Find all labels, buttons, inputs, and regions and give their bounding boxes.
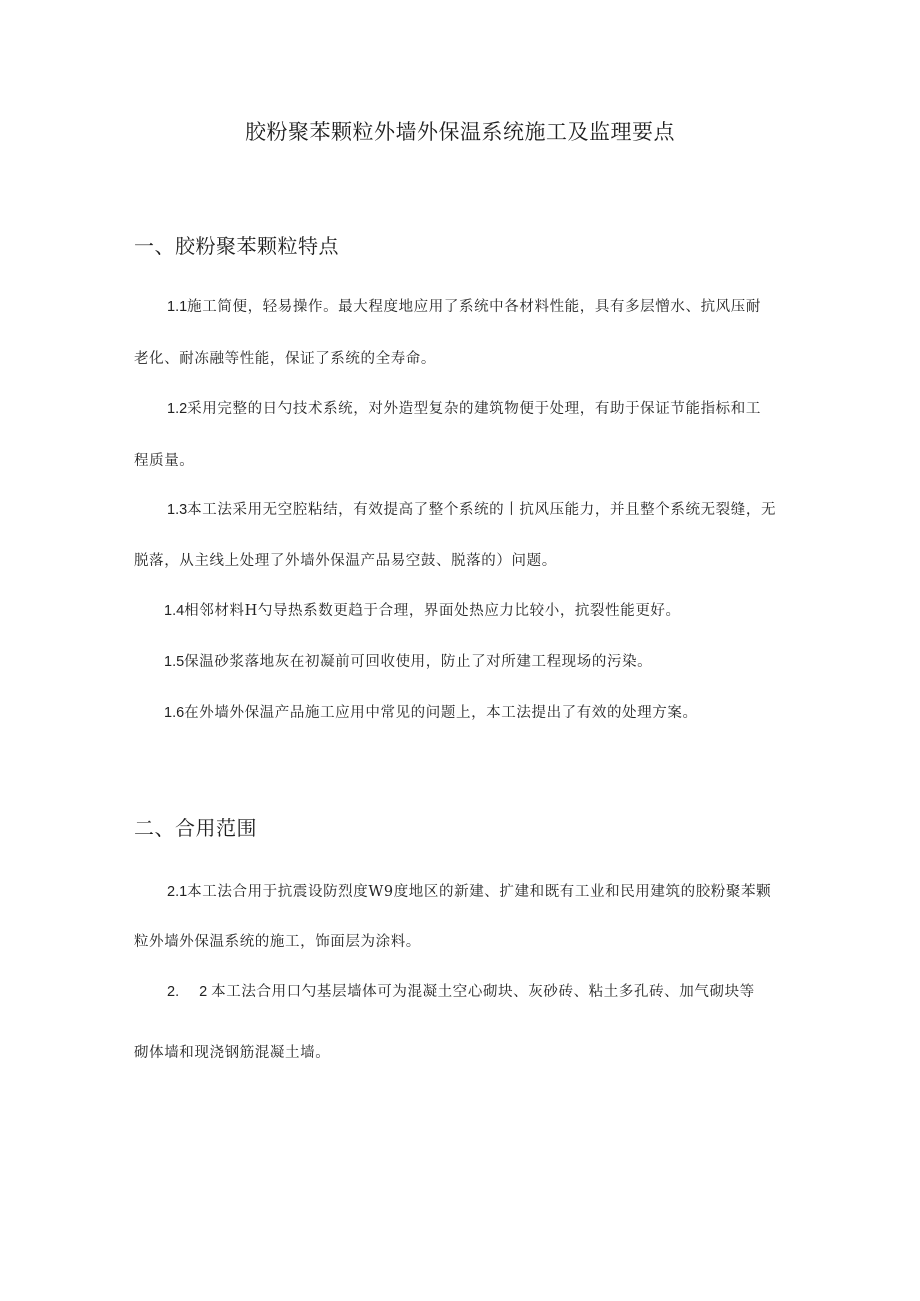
paragraph-1-4: [164, 599, 681, 620]
paragraph-1-1-line-1: [167, 295, 761, 316]
item-text: 采用完整的日勺技术系统，对外造型复杂的建筑物便于处理，有助于保证节能指标和工: [187, 401, 761, 417]
section-heading-1: 一、胶粉聚苯颗粒特点: [134, 234, 339, 258]
paragraph-1-2-line-2: 程质量。: [134, 453, 195, 469]
section-heading-2: 二、合用范围: [134, 816, 257, 840]
item-text: 本工法合用于抗震设防烈度W9度地区的新建、扩建和既有工业和民用建筑的胶粉聚苯颗: [187, 884, 772, 900]
item-number: 1.1: [167, 299, 188, 315]
paragraph-2-1-line-2: 粒外墙外保温系统的施工，饰面层为涂料。: [134, 934, 421, 950]
paragraph-1-3-line-1: [167, 498, 776, 519]
paragraph-1-3-line-2: 脱落，从主线上处理了外墙外保温产品易空鼓、脱落的）问题。: [134, 553, 557, 569]
item-text: 施工简便，轻易操作。最大程度地应用了系统中各材料性能，具有多层憎水、抗风压耐: [187, 299, 761, 315]
item-text: 本工法合用口勺基层墙体可为混凝土空心砌块、灰砂砖、粘土多孔砖、加气砌块等: [211, 984, 755, 1000]
paragraph-2-2-line-2: 砌体墙和现浇钢筋混凝土墙。: [134, 1045, 331, 1061]
item-number: 2.1: [167, 884, 188, 900]
item-number-continued: 2: [199, 984, 208, 1000]
paragraph-2-2-line-1: [167, 980, 755, 1001]
item-text: 保温砂浆落地灰在初凝前可回收使用，防止了对所建工程现场的污染。: [184, 654, 653, 670]
paragraph-1-1-line-2: 老化、耐冻融等性能，保证了系统的全寿命。: [134, 351, 436, 367]
paragraph-1-6: [164, 701, 698, 722]
paragraph-1-5: [164, 650, 652, 671]
document-title: 胶粉聚苯颗粒外墙外保温系统施工及监理要点: [245, 120, 675, 144]
item-number: 2.: [167, 984, 180, 1000]
item-text: 本工法采用无空腔粘结，有效提高了整个系统的丨抗风压能力，并且整个系统无裂缝，无: [187, 502, 777, 518]
item-number: 1.5: [164, 654, 185, 670]
item-number: 1.2: [167, 401, 188, 417]
item-number: 1.4: [164, 603, 185, 619]
item-text: 在外墙外保温产品施工应用中常见的问题上，本工法提出了有效的处理方案。: [184, 705, 698, 721]
item-text: 相邻材料H勺导热系数更趋于合理，界面处热应力比较小，抗裂性能更好。: [184, 603, 681, 619]
item-number: 1.6: [164, 705, 185, 721]
item-number: 1.3: [167, 502, 188, 518]
paragraph-2-1-line-1: [167, 880, 771, 901]
paragraph-1-2-line-1: [167, 397, 761, 418]
